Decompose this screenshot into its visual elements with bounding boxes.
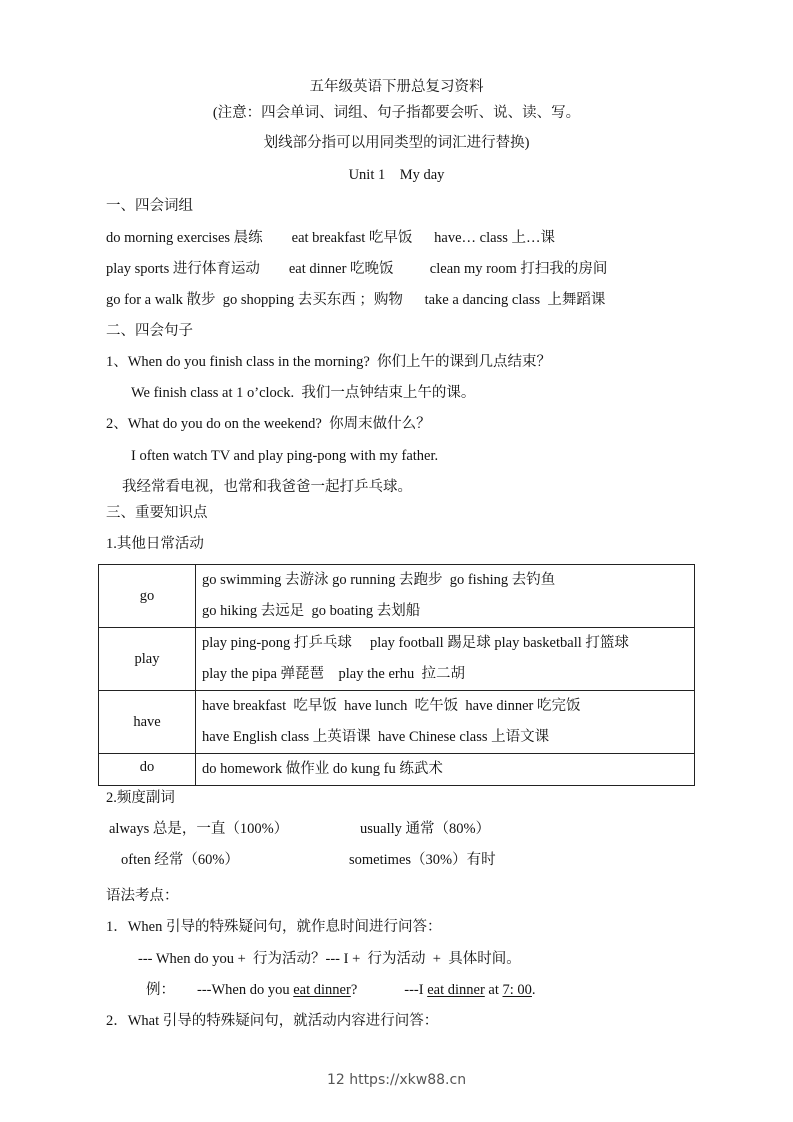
phrase-line: go hiking 去远足 go boating 去划船 xyxy=(202,603,421,619)
activities-table xyxy=(98,564,695,786)
phrase-line: do homework 做作业 do kung fu 练武术 xyxy=(202,761,443,777)
sentence-question: 1、When do you finish class in the morning? 你们上午的课到几点结束？ xyxy=(106,354,552,370)
verb-cell: play xyxy=(99,628,196,691)
table-row xyxy=(99,691,695,754)
frequency-item: sometimes（30%）有时 xyxy=(349,852,496,868)
note-line-1: (注意：四会单词、词组、句子指都要会听、说、读、写。 xyxy=(212,105,581,121)
underlined-activity: eat dinner xyxy=(427,982,485,998)
sentence-question: 2、What do you do on the weekend? 你周末做什么？ xyxy=(106,416,431,432)
frequency-item: usually 通常（80%） xyxy=(360,821,491,837)
phrase-line: play the pipa 弹琵琶 play the erhu 拉二胡 xyxy=(202,666,465,682)
example-label: 例： xyxy=(146,982,175,998)
verb-cell: go xyxy=(99,565,196,628)
phrase-line: play sports 进行体育运动 eat dinner 吃晚饭 clean my room 打扫我的房间 xyxy=(106,261,608,277)
phrases-cell xyxy=(196,628,695,691)
frequency-item: always 总是，一直（100%） xyxy=(109,821,289,837)
section1-heading: 一、四会词组 xyxy=(106,198,193,214)
table-row xyxy=(99,565,695,628)
phrase-line: have breakfast 吃早饭 have lunch 吃午饭 have dinner 吃完饭 xyxy=(202,698,581,714)
unit-title: Unit 1 My day xyxy=(348,167,445,183)
underlined-time: 7: 00 xyxy=(502,982,532,998)
sentence-answer: I often watch TV and play ping-pong with my father. xyxy=(131,448,439,464)
table-row xyxy=(99,754,695,786)
note-line-2: 划线部分指可以用同类型的词汇进行替换) xyxy=(263,135,530,151)
frequency-item: often 经常（60%） xyxy=(121,852,239,868)
phrase-line: go for a walk 散步 go shopping 去买东西 ；购物 take a dancing class 上舞蹈课 xyxy=(106,292,606,308)
section3-heading: 三、重要知识点 xyxy=(106,505,208,521)
sentence-answer: We finish class at 1 o’clock. 我们一点钟结束上午的课。 xyxy=(131,385,476,401)
phrases-cell xyxy=(196,754,695,786)
punctuation: . xyxy=(531,982,536,998)
punctuation: ? xyxy=(350,982,358,998)
table-row xyxy=(99,628,695,691)
answer-connector: at xyxy=(484,982,503,998)
phrase-line: do morning exercises 晨练 eat breakfast 吃早饭 have… class 上…课 xyxy=(106,230,555,246)
grammar-pattern: --- When do you + 行为活动？--- I + 行为活动 + 具体时间。 xyxy=(138,951,521,967)
verb-cell: have xyxy=(99,691,196,754)
underlined-activity: eat dinner xyxy=(293,982,351,998)
phrases-cell xyxy=(196,691,695,754)
example-question: ---When do you xyxy=(197,982,294,998)
grammar-example xyxy=(146,981,536,999)
sentence-answer-cn: 我经常看电视，也常和我爸爸一起打乒乓球。 xyxy=(122,479,412,495)
phrases-cell xyxy=(196,565,695,628)
page-footer: 12 https://xkw88.cn xyxy=(326,1072,467,1088)
frequency-subheading: 2.频度副词 xyxy=(106,790,175,806)
grammar-point: 1．When 引导的特殊疑问句，就作息时间进行问答： xyxy=(106,919,442,935)
phrase-line: have English class 上英语课 have Chinese class 上语文课 xyxy=(202,729,550,745)
phrase-line: go swimming 去游泳 go running 去跑步 go fishing 去钓鱼 xyxy=(202,572,556,588)
section2-heading: 二、四会句子 xyxy=(106,323,193,339)
grammar-heading: 语法考点： xyxy=(106,888,179,904)
verb-cell: do xyxy=(99,754,196,786)
grammar-point: 2．What 引导的特殊疑问句，就活动内容进行问答： xyxy=(106,1013,439,1029)
doc-title: 五年级英语下册总复习资料 xyxy=(309,79,484,95)
example-answer: ---I xyxy=(404,982,428,998)
phrase-line: play ping-pong 打乒乓球 play football 踢足球 play basketball 打篮球 xyxy=(202,635,629,651)
activities-subheading: 1.其他日常活动 xyxy=(106,536,204,552)
